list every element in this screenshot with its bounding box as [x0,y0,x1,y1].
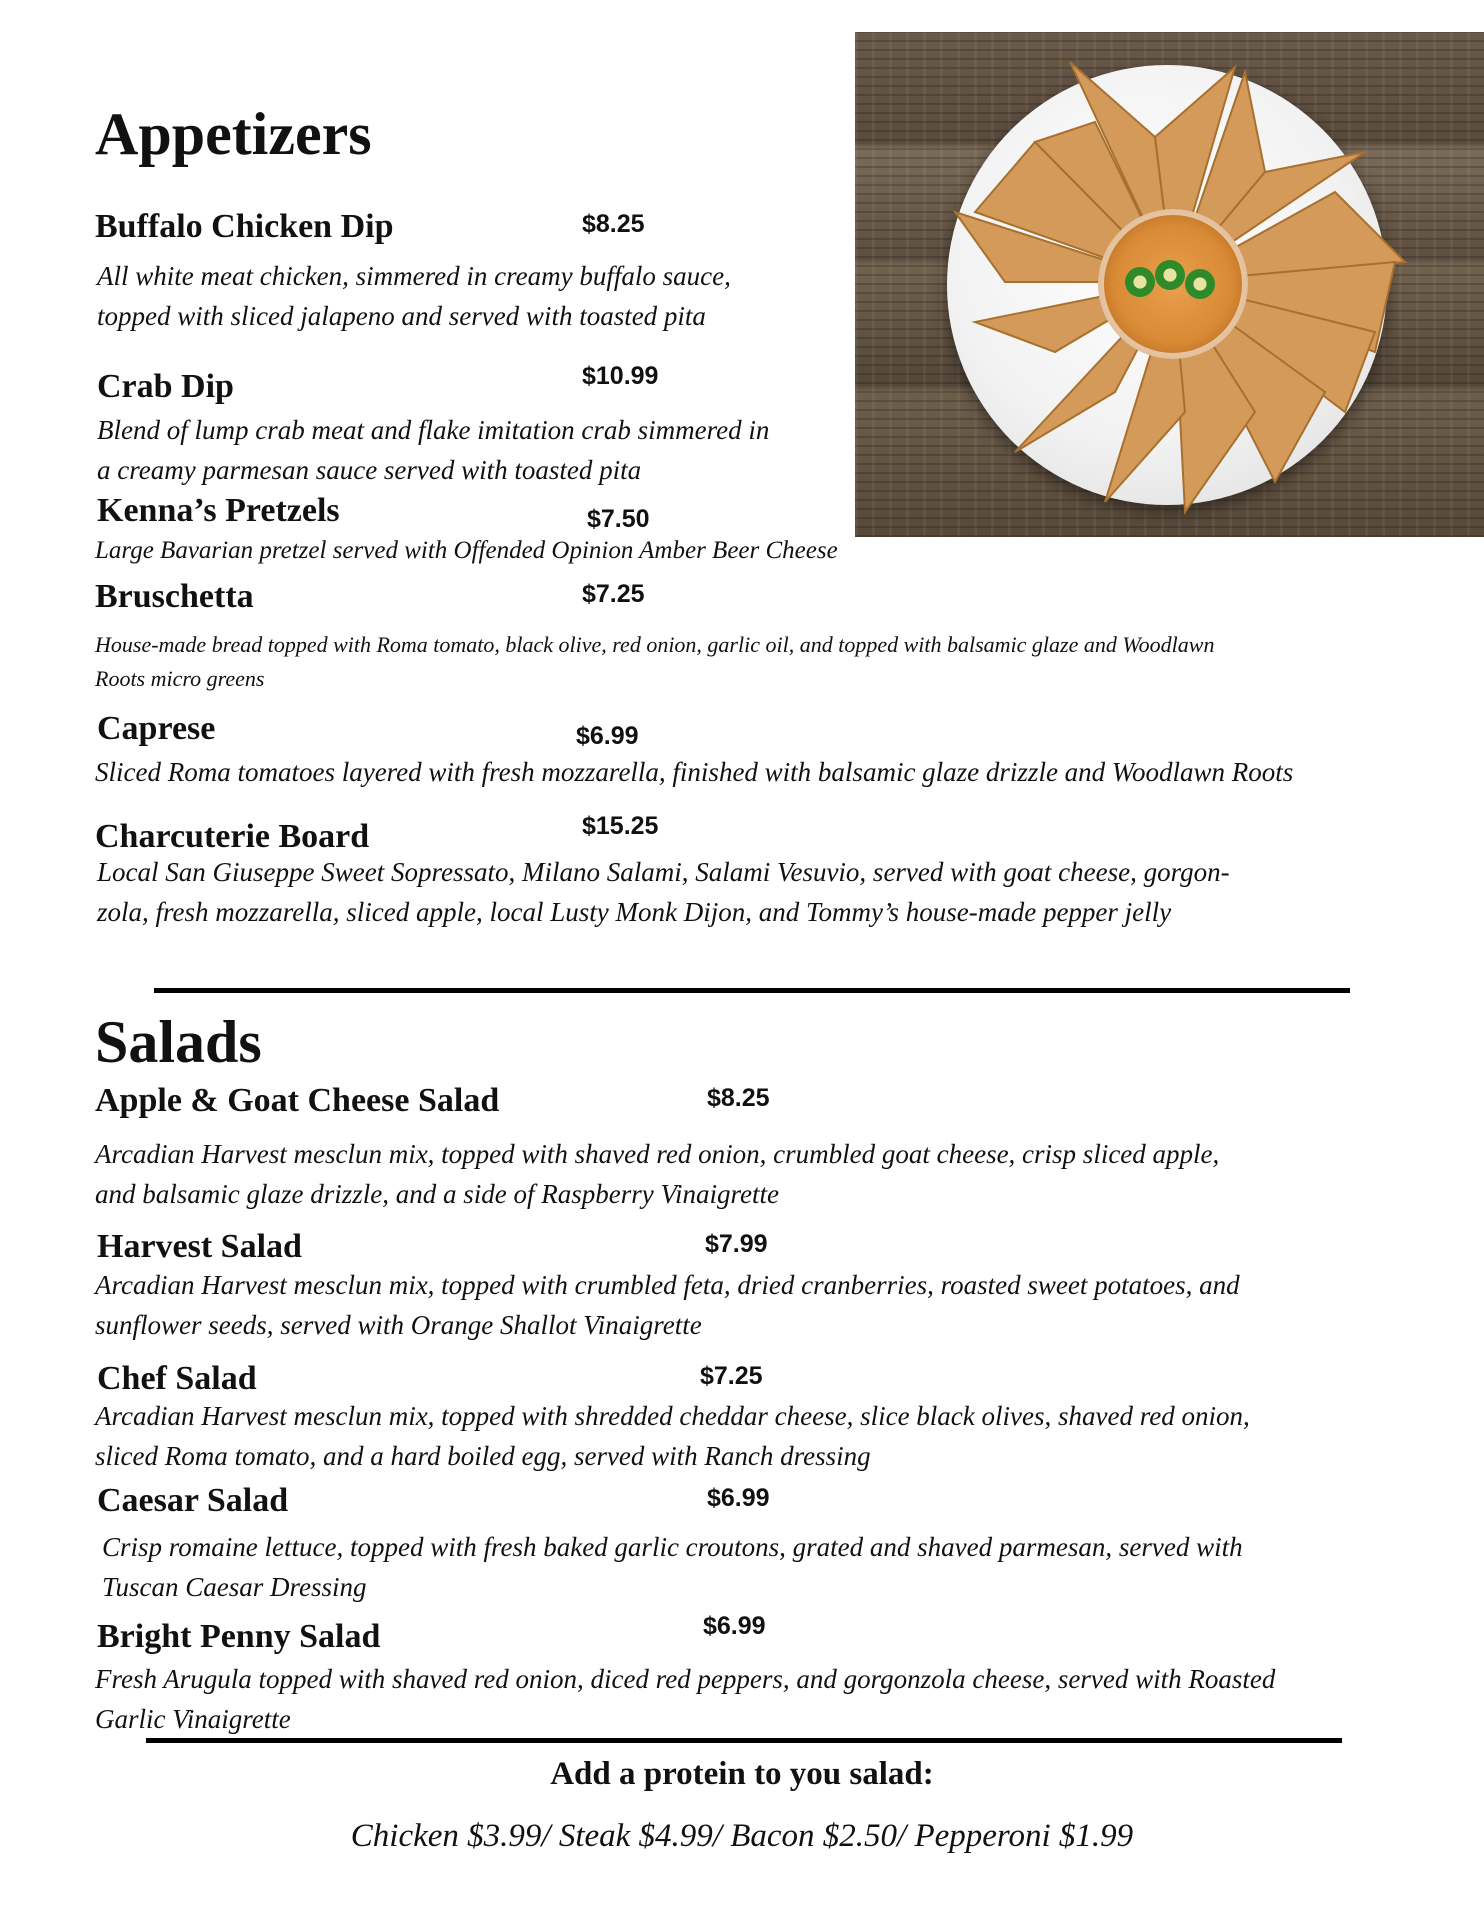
item-name: Charcuterie Board [95,818,370,855]
item-price: $7.50 [587,505,650,533]
item-name: Crab Dip [97,368,234,405]
item-description: Local San Giuseppe Sweet Sopressato, Milano Salami, Salami Vesuvio, served with goat cheese, gorgon- zola, fresh mozzarella, sliced apple, local Lusty Monk Dijon, and Tommy’s house-made pepper jelly [97,857,1230,927]
item-price: $15.25 [582,812,659,840]
appetizers-heading: Appetizers [95,101,372,167]
item-description: Arcadian Harvest mesclun mix, topped with shaved red onion, crumbled goat cheese, crisp sliced apple, and balsamic glaze drizzle, and a side of Raspberry Vinaigrette [95,1139,1220,1209]
item-price: $7.99 [705,1230,768,1258]
item-name: Caprese [97,710,216,747]
item-price: $8.25 [582,210,645,238]
protein-options: Chicken $3.99/ Steak $4.99/ Bacon $2.50/ Pepperoni $1.99 [350,1818,1134,1854]
item-description: All white meat chicken, simmered in creamy buffalo sauce, topped with sliced jalapeno and served with toasted pita [97,261,731,331]
protein-heading: Add a protein to you salad: [550,1756,934,1792]
item-name: Kenna’s Pretzels [97,492,340,529]
item-name: Harvest Salad [97,1228,302,1265]
section-divider [154,988,1350,993]
item-price: $7.25 [582,580,645,608]
item-price: $6.99 [703,1612,766,1640]
item-price: $8.25 [707,1084,770,1112]
item-price: $6.99 [707,1484,770,1512]
item-name: Bruschetta [95,578,254,615]
item-name: Apple & Goat Cheese Salad [95,1082,500,1119]
item-description: Large Bavarian pretzel served with Offended Opinion Amber Beer Cheese [95,537,838,564]
item-name: Buffalo Chicken Dip [95,208,394,245]
salads-heading: Salads [95,1009,262,1075]
item-name: Chef Salad [97,1360,257,1397]
item-name: Caesar Salad [97,1482,289,1519]
item-price: $10.99 [582,362,659,390]
item-description: Blend of lump crab meat and flake imitation crab simmered in a creamy parmesan sauce served with toasted pita [97,415,770,485]
item-description: House-made bread topped with Roma tomato, black olive, red onion, garlic oil, and topped with balsamic glaze and Woodlawn Roots micro greens [95,632,1215,691]
item-price: $6.99 [576,722,639,750]
item-description: Sliced Roma tomatoes layered with fresh mozzarella, finished with balsamic glaze drizzle and Woodlawn Roots [95,757,1294,787]
item-description: Arcadian Harvest mesclun mix, topped with shredded cheddar cheese, slice black olives, shaved red onion, sliced Roma tomato, and a hard boiled egg, served with Ranch dressing [95,1401,1250,1471]
section-divider [146,1738,1342,1743]
item-price: $7.25 [700,1362,763,1390]
item-description: Arcadian Harvest mesclun mix, topped with crumbled feta, dried cranberries, roasted sweet potatoes, and sunflower seeds, served with Orange Shallot Vinaigrette [95,1270,1240,1340]
item-name: Bright Penny Salad [97,1618,381,1655]
item-description: Crisp romaine lettuce, topped with fresh baked garlic croutons, grated and shaved parmesan, served with Tuscan Caesar Dressing [102,1532,1243,1602]
item-description: Fresh Arugula topped with shaved red onion, diced red peppers, and gorgonzola cheese, served with Roasted Garlic Vinaigrette [95,1664,1276,1734]
